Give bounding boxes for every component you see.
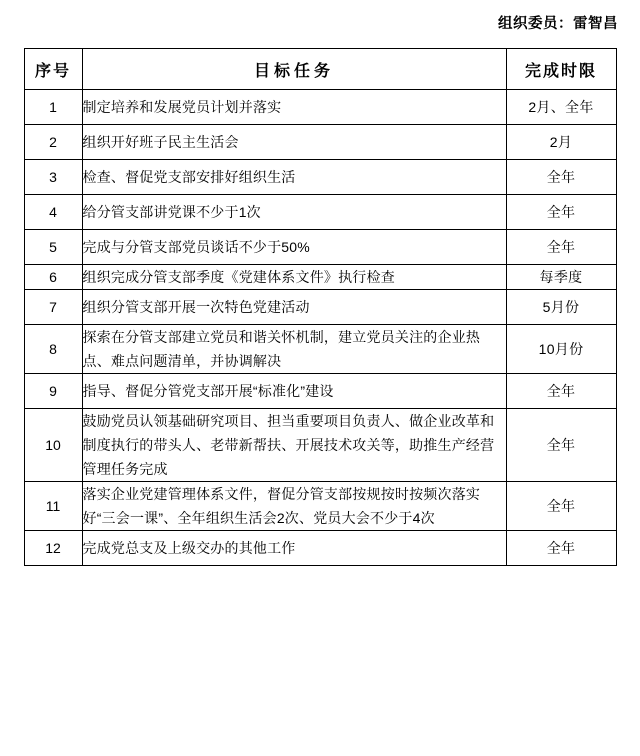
cell-index: 11 (24, 482, 82, 531)
table-header (24, 49, 616, 90)
table-row (24, 125, 616, 160)
table-row (24, 409, 616, 482)
cell-task: 检查、督促党支部安排好组织生活 (82, 160, 506, 195)
cell-index: 1 (24, 90, 82, 125)
cell-deadline: 2月、全年 (506, 90, 616, 125)
cell-task: 探索在分管支部建立党员和谐关怀机制，建立党员关注的企业热点、难点问题清单，并协调解决 (82, 325, 506, 374)
cell-task: 鼓励党员认领基础研究项目、担当重要项目负责人、做企业改革和制度执行的带头人、老带新帮扶、开展技术攻关等，助推生产经营管理任务完成 (82, 409, 506, 482)
cell-task: 完成党总支及上级交办的其他工作 (82, 531, 506, 566)
cell-index: 10 (24, 409, 82, 482)
cell-deadline: 全年 (506, 160, 616, 195)
cell-deadline: 全年 (506, 409, 616, 482)
table-row (24, 531, 616, 566)
cell-deadline: 全年 (506, 195, 616, 230)
column-header-task: 目标任务 (82, 49, 506, 90)
cell-index: 12 (24, 531, 82, 566)
cell-deadline: 2月 (506, 125, 616, 160)
cell-deadline: 10月份 (506, 325, 616, 374)
column-header-deadline: 完成时限 (506, 49, 616, 90)
cell-index: 9 (24, 374, 82, 409)
cell-deadline: 5月份 (506, 290, 616, 325)
cell-task: 组织分管支部开展一次特色党建活动 (82, 290, 506, 325)
cell-index: 5 (24, 230, 82, 265)
cell-deadline: 全年 (506, 482, 616, 531)
cell-index: 7 (24, 290, 82, 325)
cell-index: 4 (24, 195, 82, 230)
cell-task: 给分管支部讲党课不少于1次 (82, 195, 506, 230)
cell-index: 3 (24, 160, 82, 195)
table-header-row (24, 49, 616, 90)
cell-index: 6 (24, 265, 82, 290)
table-row (24, 482, 616, 531)
cell-deadline: 每季度 (506, 265, 616, 290)
cell-task: 组织完成分管支部季度《党建体系文件》执行检查 (82, 265, 506, 290)
table-row (24, 230, 616, 265)
cell-task: 完成与分管支部党员谈话不少于50% (82, 230, 506, 265)
cell-deadline: 全年 (506, 230, 616, 265)
table-body (24, 90, 616, 566)
table-row (24, 90, 616, 125)
task-table (24, 48, 617, 566)
cell-deadline: 全年 (506, 531, 616, 566)
cell-task: 制定培养和发展党员计划并落实 (82, 90, 506, 125)
cell-index: 8 (24, 325, 82, 374)
table-row (24, 325, 616, 374)
role-header: 组织委员：雷智昌 (498, 16, 618, 32)
table-row (24, 374, 616, 409)
table-row (24, 290, 616, 325)
cell-index: 2 (24, 125, 82, 160)
table-row (24, 195, 616, 230)
cell-task: 落实企业党建管理体系文件，督促分管支部按规按时按频次落实好“三会一课”、全年组织生活会2次、党员大会不少于4次 (82, 482, 506, 531)
column-header-index: 序号 (24, 49, 82, 90)
cell-deadline: 全年 (506, 374, 616, 409)
table-row (24, 160, 616, 195)
cell-task: 组织开好班子民主生活会 (82, 125, 506, 160)
cell-task: 指导、督促分管党支部开展“标准化”建设 (82, 374, 506, 409)
table-row (24, 265, 616, 290)
